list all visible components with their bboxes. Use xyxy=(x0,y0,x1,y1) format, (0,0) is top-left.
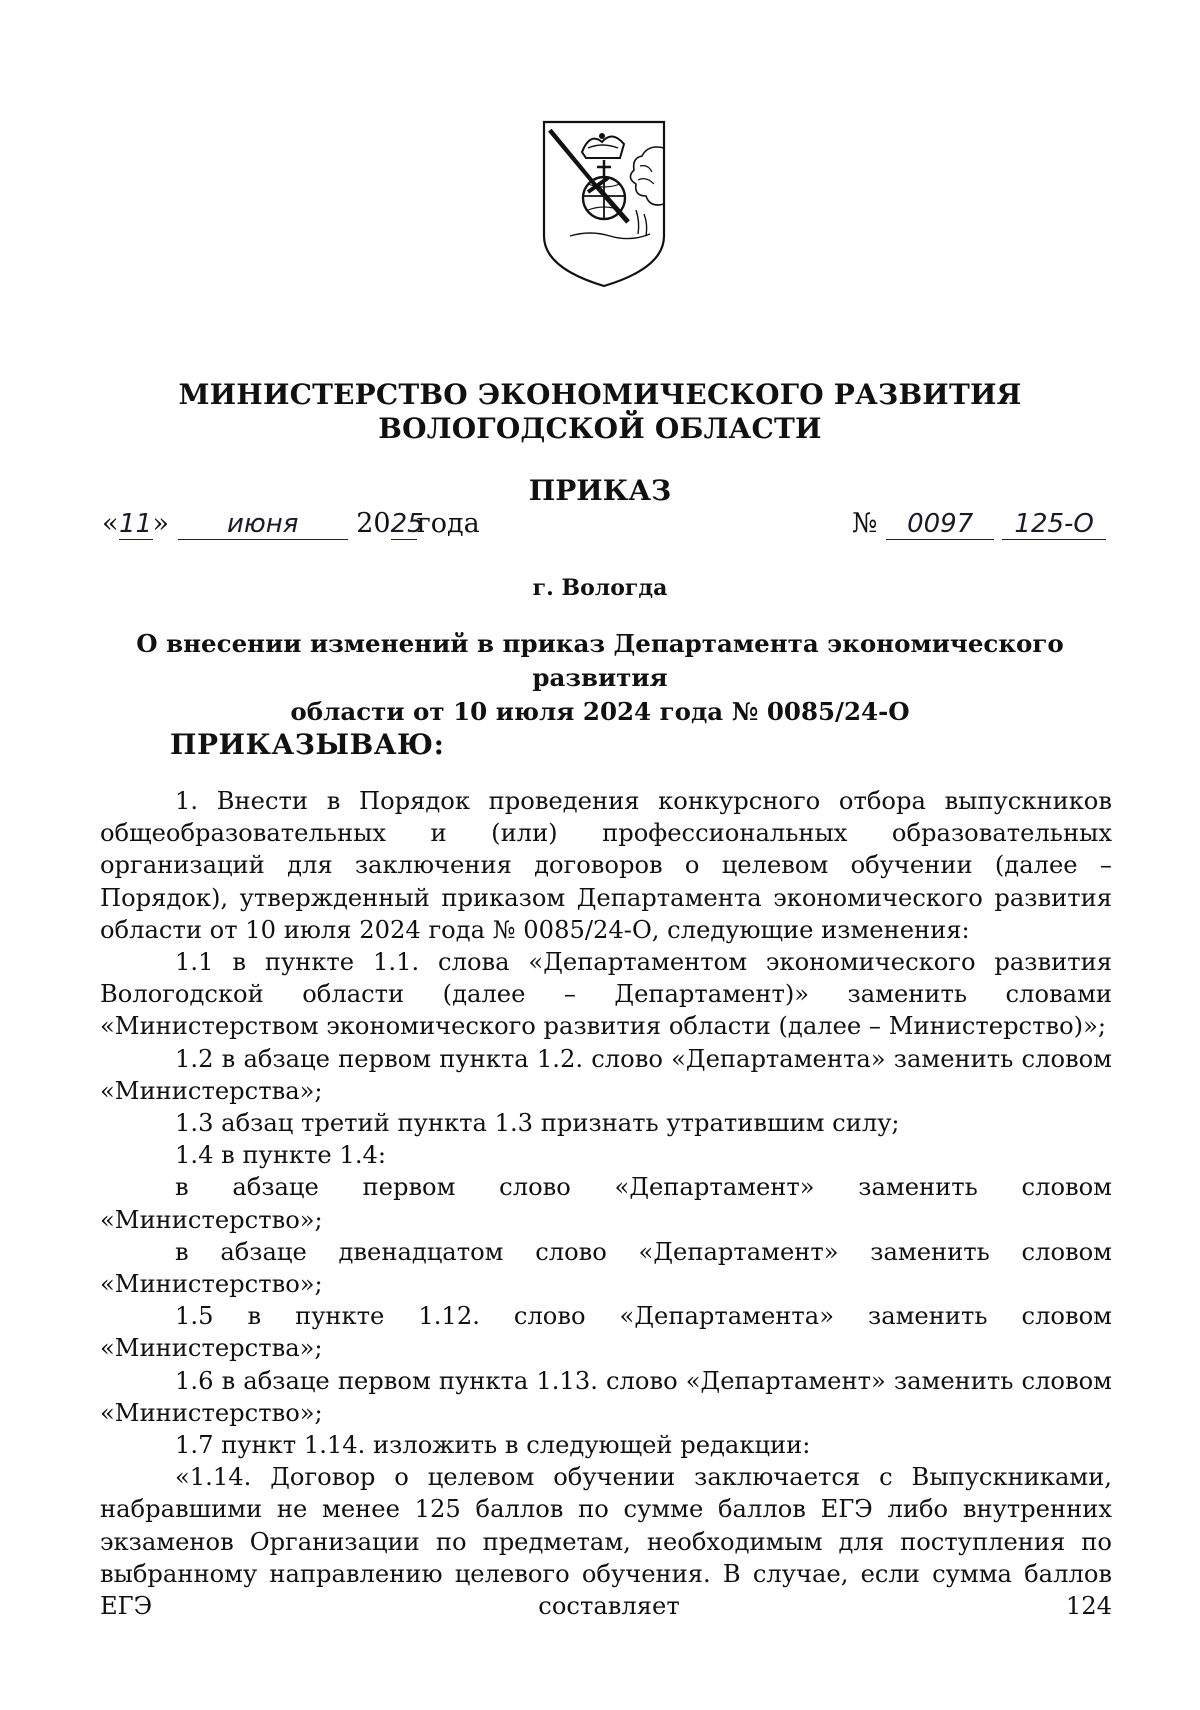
paragraph-1-4: 1.4 в пункте 1.4: xyxy=(175,1141,387,1170)
order-directive: ПРИКАЗЫВАЮ: xyxy=(170,728,445,761)
date-year-prefix: 20 xyxy=(356,508,391,539)
date-month: июня xyxy=(178,509,348,540)
date-close-quote: » xyxy=(152,508,170,539)
order-title xyxy=(100,627,1100,729)
paragraph-1-4-a: в абзаце первом слово «Департамент» заменить словом «Министерство»; xyxy=(100,1173,1112,1234)
paragraph-1-14-text: «1.14. Договор о целевом обучении заключается с Выпускниками, набравшими не менее 125 баллов по сумме баллов ЕГЭ либо внутренних экзаменов Организации по предметам, необходимым для поступления по выбранному направлению целевого обучения. В случае, если сумма баллов ЕГЭ составляет 124 xyxy=(100,1463,1112,1621)
paragraph-1-6: 1.6 в абзаце первом пункта 1.13. слово «Департамент» заменить словом «Министерство»; xyxy=(100,1366,1112,1427)
order-date xyxy=(102,508,480,540)
number-part2: 125-О xyxy=(1002,509,1106,540)
paragraph-1-3: 1.3 абзац третий пункта 1.3 признать утратившим силу; xyxy=(175,1109,900,1138)
date-year-suffix: 25 xyxy=(390,509,424,539)
paragraph-1-2: 1.2 в абзаце первом пункта 1.2. слово «Департамента» заменить словом «Министерства»; xyxy=(100,1044,1112,1105)
paragraph-1: 1. Внести в Порядок проведения конкурсного отбора выпускников общеобразовательных и (или) профессиональных образовательных организаций для заключения договоров о целевом обучении (далее – Порядок), утвержденный приказом Департамента экономического развития области от 10 июля 2024 года № 0085/24-О, следующие изменения: xyxy=(100,787,1112,944)
paragraph-1-7: 1.7 пункт 1.14. изложить в следующей редакции: xyxy=(175,1431,811,1460)
order-title-line2: области от 10 июля 2024 года № 0085/24-О xyxy=(290,697,910,726)
coat-of-arms-emblem xyxy=(540,118,668,290)
order-title-line1: О внесении изменений в приказ Департамента экономического развития xyxy=(136,629,1064,692)
city: г. Вологда xyxy=(532,575,668,601)
date-open-quote: « xyxy=(102,508,119,539)
paragraph-1-4-b: в абзаце двенадцатом слово «Департамент» заменить словом «Министерство»; xyxy=(100,1237,1112,1299)
date-day: 11 xyxy=(118,509,153,539)
paragraph-1-1: 1.1 в пункте 1.1. слова «Департаментом экономического развития Вологодской области (далее – Департамент)» заменить словами «Министерством экономического развития области (далее – Министерство)»; xyxy=(100,948,1112,1041)
order-number xyxy=(852,508,1106,540)
number-part1: 0097 xyxy=(886,509,994,540)
paragraph-1-5: 1.5 в пункте 1.12. слово «Департамента» заменить словом «Министерства»; xyxy=(100,1302,1112,1363)
ministry-name-line2: ВОЛОГОДСКОЙ ОБЛАСТИ xyxy=(378,412,822,445)
date-year-word: года xyxy=(416,508,480,539)
order-body xyxy=(100,785,1112,1622)
number-label: № xyxy=(852,508,878,539)
ministry-name-line1: МИНИСТЕРСТВО ЭКОНОМИЧЕСКОГО РАЗВИТИЯ xyxy=(178,378,1022,411)
document-type: ПРИКАЗ xyxy=(528,474,672,507)
